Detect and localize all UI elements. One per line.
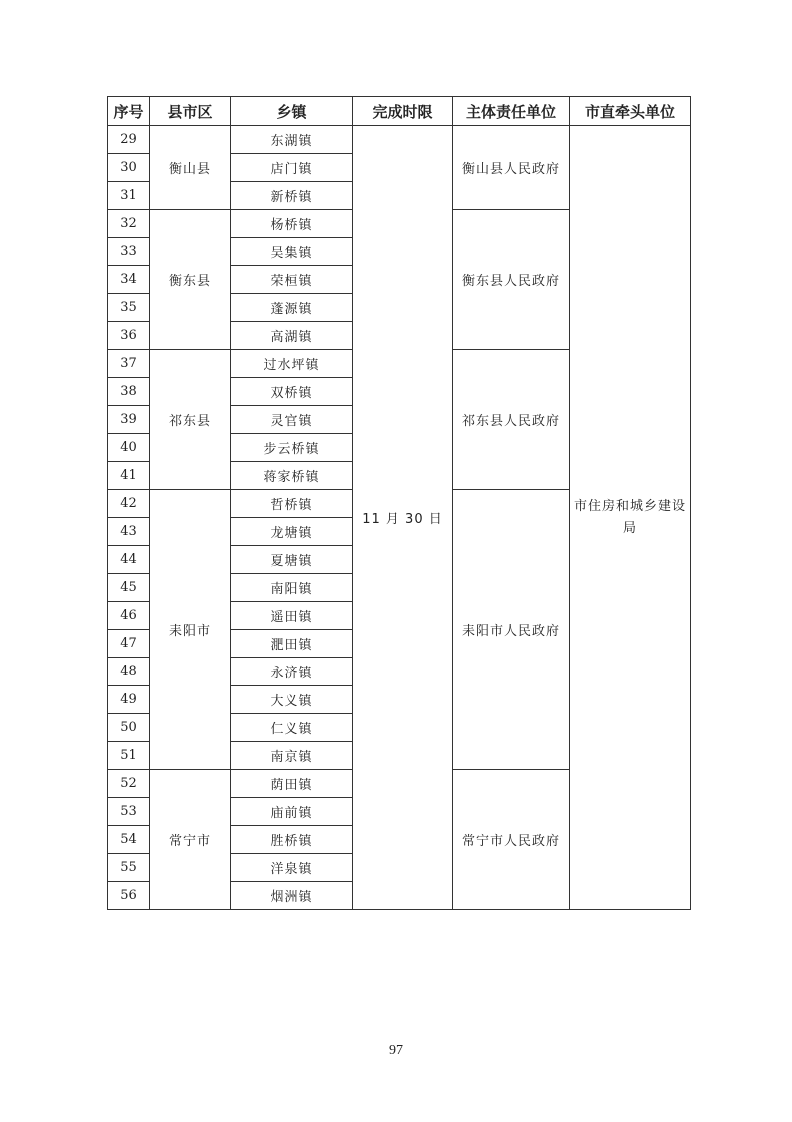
- town-cell: 过水坪镇: [231, 350, 353, 378]
- header-seq: 序号: [108, 97, 150, 126]
- row-number: 33: [108, 238, 150, 266]
- county-cell: 衡东县: [150, 210, 231, 350]
- row-number: 51: [108, 742, 150, 770]
- row-number: 45: [108, 574, 150, 602]
- town-cell: 吴集镇: [231, 238, 353, 266]
- row-number: 55: [108, 854, 150, 882]
- row-number: 46: [108, 602, 150, 630]
- town-cell: 店门镇: [231, 154, 353, 182]
- lead-unit-cell: 市住房和城乡建设局: [570, 126, 691, 910]
- town-cell: 东湖镇: [231, 126, 353, 154]
- row-number: 54: [108, 826, 150, 854]
- town-assignment-table: [107, 96, 691, 910]
- row-number: 43: [108, 518, 150, 546]
- row-number: 50: [108, 714, 150, 742]
- row-number: 29: [108, 126, 150, 154]
- responsible-unit-cell: 耒阳市人民政府: [453, 490, 570, 770]
- county-cell: 衡山县: [150, 126, 231, 210]
- row-number: 42: [108, 490, 150, 518]
- row-number: 56: [108, 882, 150, 910]
- town-cell: 夏塘镇: [231, 546, 353, 574]
- row-number: 44: [108, 546, 150, 574]
- header-town: 乡镇: [231, 97, 353, 126]
- row-number: 38: [108, 378, 150, 406]
- responsible-unit-cell: 衡东县人民政府: [453, 210, 570, 350]
- row-number: 36: [108, 322, 150, 350]
- table-row: [108, 126, 691, 154]
- deadline-cell: 11 月 30 日: [353, 126, 453, 910]
- town-cell: 南阳镇: [231, 574, 353, 602]
- county-cell: 耒阳市: [150, 490, 231, 770]
- responsible-unit-cell: 常宁市人民政府: [453, 770, 570, 910]
- town-cell: 蓬源镇: [231, 294, 353, 322]
- header-unit: 主体责任单位: [453, 97, 570, 126]
- county-cell: 祁东县: [150, 350, 231, 490]
- row-number: 30: [108, 154, 150, 182]
- town-cell: 胜桥镇: [231, 826, 353, 854]
- town-cell: 遥田镇: [231, 602, 353, 630]
- row-number: 48: [108, 658, 150, 686]
- row-number: 47: [108, 630, 150, 658]
- row-number: 39: [108, 406, 150, 434]
- town-cell: 灵官镇: [231, 406, 353, 434]
- responsible-unit-cell: 祁东县人民政府: [453, 350, 570, 490]
- town-cell: 高湖镇: [231, 322, 353, 350]
- row-number: 37: [108, 350, 150, 378]
- county-cell: 常宁市: [150, 770, 231, 910]
- row-number: 49: [108, 686, 150, 714]
- row-number: 34: [108, 266, 150, 294]
- town-cell: 荫田镇: [231, 770, 353, 798]
- row-number: 41: [108, 462, 150, 490]
- town-cell: 步云桥镇: [231, 434, 353, 462]
- header-lead: 市直牵头单位: [570, 97, 691, 126]
- header-county: 县市区: [150, 97, 231, 126]
- town-cell: 烟洲镇: [231, 882, 353, 910]
- town-cell: 洋泉镇: [231, 854, 353, 882]
- header-deadline: 完成时限: [353, 97, 453, 126]
- page-number: 97: [389, 1043, 403, 1058]
- town-cell: 杨桥镇: [231, 210, 353, 238]
- row-number: 40: [108, 434, 150, 462]
- town-cell: 庙前镇: [231, 798, 353, 826]
- town-cell: 荣桓镇: [231, 266, 353, 294]
- town-cell: 双桥镇: [231, 378, 353, 406]
- town-cell: 大义镇: [231, 686, 353, 714]
- town-cell: 仁义镇: [231, 714, 353, 742]
- row-number: 35: [108, 294, 150, 322]
- responsible-unit-cell: 衡山县人民政府: [453, 126, 570, 210]
- row-number: 52: [108, 770, 150, 798]
- town-cell: 淝田镇: [231, 630, 353, 658]
- town-cell: 新桥镇: [231, 182, 353, 210]
- table-body: [108, 126, 691, 910]
- row-number: 31: [108, 182, 150, 210]
- header-row: [108, 97, 691, 126]
- town-cell: 永济镇: [231, 658, 353, 686]
- town-cell: 蒋家桥镇: [231, 462, 353, 490]
- town-cell: 南京镇: [231, 742, 353, 770]
- town-cell: 哲桥镇: [231, 490, 353, 518]
- row-number: 32: [108, 210, 150, 238]
- town-cell: 龙塘镇: [231, 518, 353, 546]
- row-number: 53: [108, 798, 150, 826]
